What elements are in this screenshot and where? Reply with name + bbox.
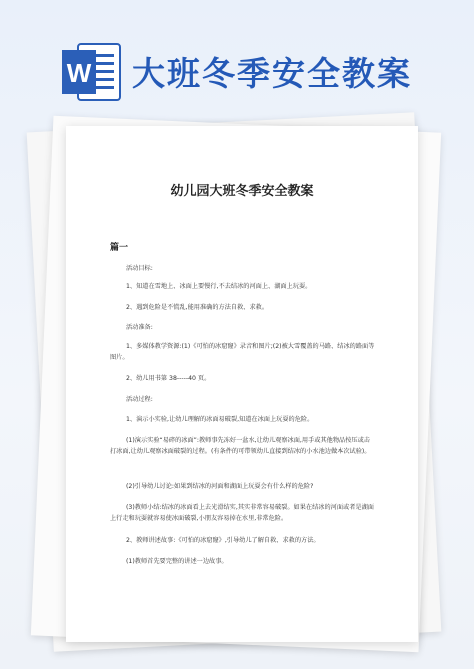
- paragraph: 活动准备:: [126, 324, 153, 331]
- paragraph: 1、多媒体教学资源:(1)《可怕的冰窟窿》录音和图片;(2)被大雪覆盖的马路、结冰的路面等图片。: [110, 343, 375, 361]
- banner-title: 大班冬季安全教案: [132, 54, 412, 93]
- paragraph: 活动目标:: [126, 265, 153, 272]
- paragraph: 1、知道在雪地上、冰面上要慢行,不去结冰的河面上、湖面上玩耍。: [126, 283, 312, 290]
- section-heading: 篇一: [110, 243, 129, 253]
- document-title: 幼儿园大班冬季安全教案: [170, 184, 314, 199]
- paragraph: (3)教师小结:结冰的冰面看上去光滑结实,其实非常容易破裂。如果在结冰的河面或者是湖面上行走和玩耍就容易使冰面破裂,小朋友容易掉在水里,非常危险。: [110, 504, 374, 522]
- paragraph: (2)引导幼儿讨论:如果到结冰的河面和湖面上玩耍会有什么样的危险?: [126, 483, 314, 490]
- paragraph: 1、演示小实验,让幼儿理解的冰面易破裂,知道在冰面上玩耍的危险。: [126, 416, 314, 423]
- paragraph: (1)演示实验“易碎的冰面”:教师事先冻好一盆水,让幼儿观察冰面,用手或其他物品按压或击打冰面,让幼儿观察冰面破裂的过程。(有条件的可带领幼儿直接到结冰的小水池边做本次试验)。: [110, 437, 371, 455]
- document-page: [66, 126, 418, 642]
- word-app-icon: [60, 40, 124, 104]
- paragraph: 2、遇到危险是不慌乱,能用准确的方法自救、求救。: [126, 304, 269, 311]
- paragraph: 2、幼儿用书第 38-----40 页。: [126, 375, 211, 382]
- header-banner: [0, 0, 474, 120]
- paragraph: (1)教师首先要完整的讲述一边故事。: [126, 558, 228, 565]
- word-icon-letter: W: [66, 58, 92, 88]
- paragraph: 2、教师讲述故事:《可怕的冰窟窿》,引导幼儿了解自救、求救的方法。: [126, 537, 320, 544]
- paragraph: 活动过程:: [126, 396, 153, 403]
